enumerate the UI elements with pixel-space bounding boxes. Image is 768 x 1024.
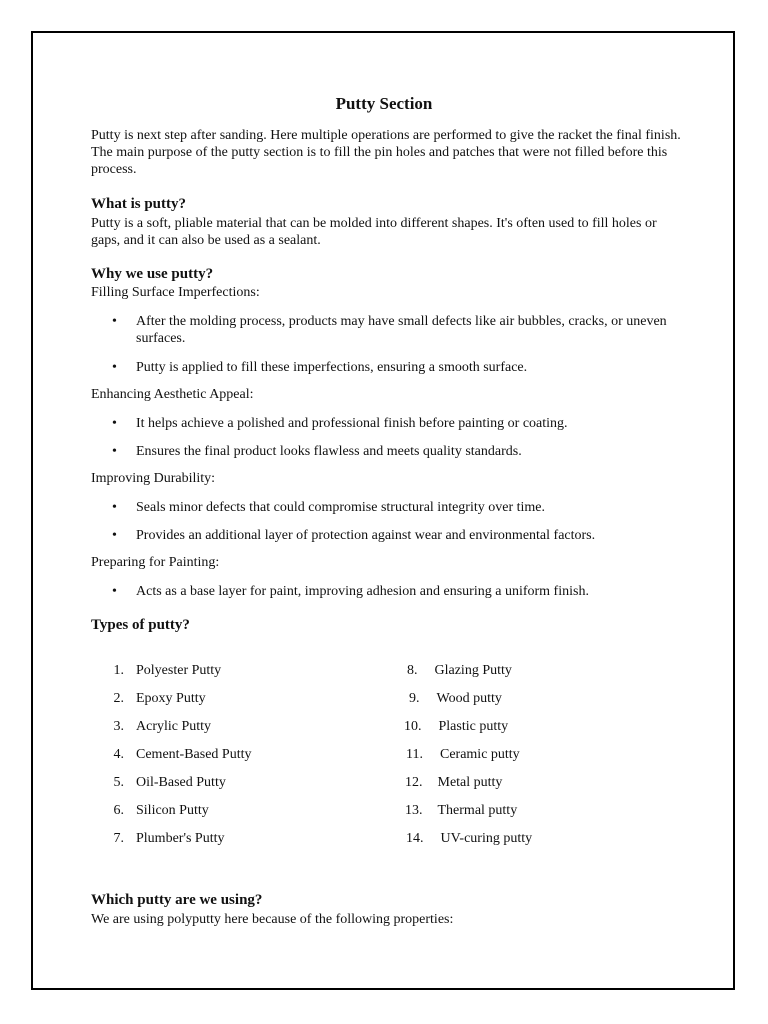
document-page	[31, 31, 735, 990]
list-item: 3. Acrylic Putty	[113, 719, 212, 734]
bullet-icon: •	[112, 416, 117, 431]
bullet-text: Acts as a base layer for paint, improving adhesion and ensuring a uniform finish.	[136, 584, 589, 599]
bullet-text: Provides an additional layer of protection against wear and environmental factors.	[136, 528, 596, 543]
list-item: 11. Ceramic putty	[406, 747, 520, 762]
list-item: 12. Metal putty	[405, 775, 503, 790]
list-item	[112, 313, 676, 347]
intro-paragraph: Putty is next step after sanding. Here multiple operations are performed to give the racket the final finish. The main purpose of the putty section is to fill the pin holes and patches that were not filled before this process.	[91, 128, 681, 177]
list-item	[112, 415, 676, 432]
bullet-text: Seals minor defects that could compromise structural integrity over time.	[136, 500, 546, 515]
bullet-text: Putty is applied to fill these imperfections, ensuring a smooth surface.	[136, 360, 528, 375]
list-item	[112, 359, 676, 376]
why-heading: Why we use putty?	[91, 266, 214, 282]
list-item: 5. Oil-Based Putty	[113, 775, 226, 790]
bullet-icon: •	[112, 314, 117, 329]
list-item: 1. Polyester Putty	[113, 663, 222, 678]
list-item	[112, 443, 676, 460]
bullet-icon: •	[112, 360, 117, 375]
group-label-painting: Preparing for Painting:	[91, 555, 220, 570]
list-item: 9. Wood putty	[409, 691, 502, 706]
list-item: 8. Glazing Putty	[407, 663, 512, 678]
types-heading: Types of putty?	[91, 617, 190, 633]
list-item: 13. Thermal putty	[405, 803, 518, 818]
bullet-icon: •	[112, 500, 117, 515]
list-item: 7. Plumber's Putty	[113, 831, 225, 846]
what-paragraph: Putty is a soft, pliable material that can be molded into different shapes. It's often used to fill holes or gaps, and it can also be used as a sealant.	[91, 216, 657, 248]
page-title: Putty Section	[335, 94, 433, 113]
list-item: 2. Epoxy Putty	[113, 691, 206, 706]
list-item	[112, 527, 676, 544]
list-item: 4. Cement-Based Putty	[113, 747, 252, 762]
list-item: 10. Plastic putty	[404, 719, 509, 734]
what-heading: What is putty?	[91, 196, 187, 212]
which-heading: Which putty are we using?	[91, 892, 263, 908]
group-label-aesthetic: Enhancing Aesthetic Appeal:	[91, 387, 254, 402]
list-item	[112, 583, 676, 600]
bullet-icon: •	[112, 584, 117, 599]
bullet-text: After the molding process, products may have small defects like air bubbles, cracks, or uneven surfaces.	[136, 314, 667, 346]
group-label-filling: Filling Surface Imperfections:	[91, 285, 260, 300]
bullet-text: Ensures the final product looks flawless and meets quality standards.	[136, 444, 522, 459]
bullet-icon: •	[112, 528, 117, 543]
group-label-durability: Improving Durability:	[91, 471, 216, 486]
bullet-text: It helps achieve a polished and professional finish before painting or coating.	[136, 416, 568, 431]
list-item: 6. Silicon Putty	[113, 803, 209, 818]
which-paragraph: We are using polyputty here because of the following properties:	[91, 912, 454, 927]
list-item: 14. UV-curing putty	[406, 831, 533, 846]
list-item	[112, 499, 676, 516]
bullet-icon: •	[112, 444, 117, 459]
